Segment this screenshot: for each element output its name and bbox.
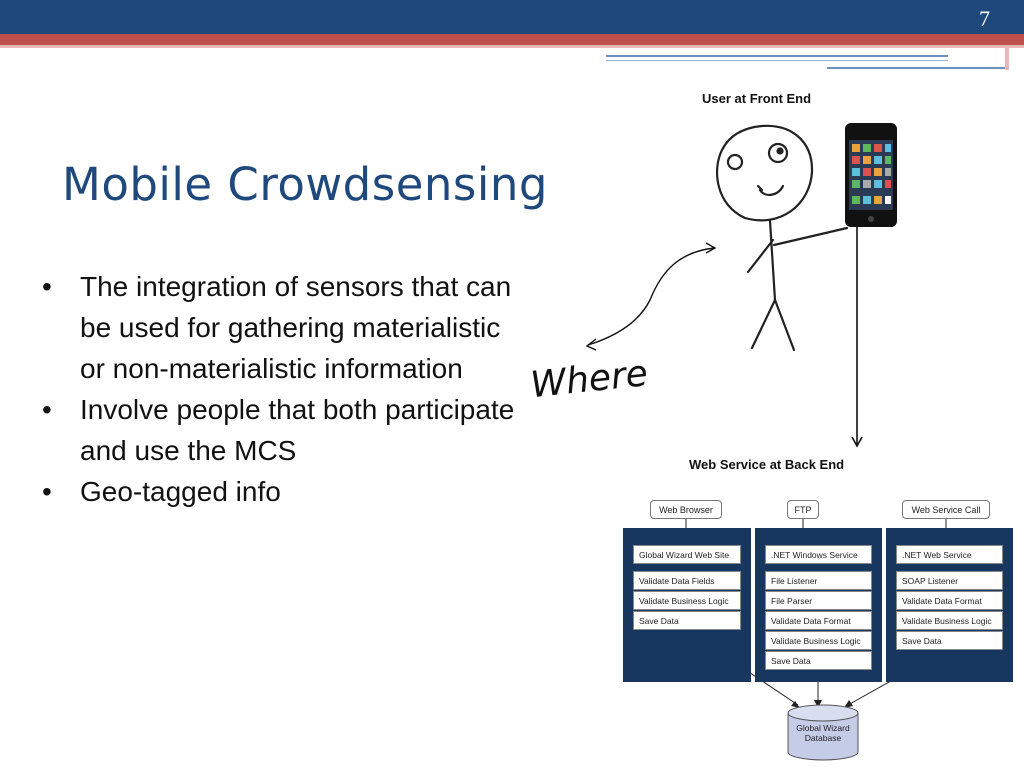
slide-number: 7 bbox=[979, 6, 990, 31]
front-end-caption: User at Front End bbox=[702, 91, 812, 106]
web-service-step-box: SOAP Listener bbox=[896, 571, 1003, 590]
ftp-service-box: .NET Windows Service bbox=[765, 545, 872, 564]
web-browser-header: Web Browser bbox=[650, 500, 722, 519]
web-service-step-box: Validate Business Logic bbox=[896, 611, 1003, 630]
ftp-step-box: File Listener bbox=[765, 571, 872, 590]
handwritten-where: Where bbox=[528, 353, 650, 407]
bullet-item: • Geo-tagged info bbox=[40, 471, 520, 512]
ftp-step-box: File Parser bbox=[765, 591, 872, 610]
web-browser-step-box: Validate Data Fields bbox=[633, 571, 741, 590]
web-browser-step-box: Save Data bbox=[633, 611, 741, 630]
web-browser-service-box: Global Wizard Web Site bbox=[633, 545, 741, 564]
ftp-step-box: Validate Business Logic bbox=[765, 631, 872, 650]
database-label-line: Global Wizard bbox=[796, 723, 850, 733]
bullet-item: • Involve people that both participate and use the MCS bbox=[40, 389, 520, 471]
bullet-item: • The integration of sensors that can be used for gathering materialistic or non-materialistic information bbox=[40, 266, 520, 389]
web-service-step-box: Validate Data Format bbox=[896, 591, 1003, 610]
database-label-line: Database bbox=[804, 733, 842, 743]
web-browser-step-box: Validate Business Logic bbox=[633, 591, 741, 610]
slide-title: Mobile Crowdsensing bbox=[62, 158, 548, 211]
ftp-step-box: Validate Data Format bbox=[765, 611, 872, 630]
web-service-service-box: .NET Web Service bbox=[896, 545, 1003, 564]
ftp-header: FTP bbox=[787, 500, 819, 519]
web-service-call-header: Web Service Call bbox=[902, 500, 990, 519]
back-end-caption: Web Service at Back End bbox=[689, 457, 845, 472]
web-service-step-box: Save Data bbox=[896, 631, 1003, 650]
database-label bbox=[788, 723, 858, 743]
ftp-step-box: Save Data bbox=[765, 651, 872, 670]
